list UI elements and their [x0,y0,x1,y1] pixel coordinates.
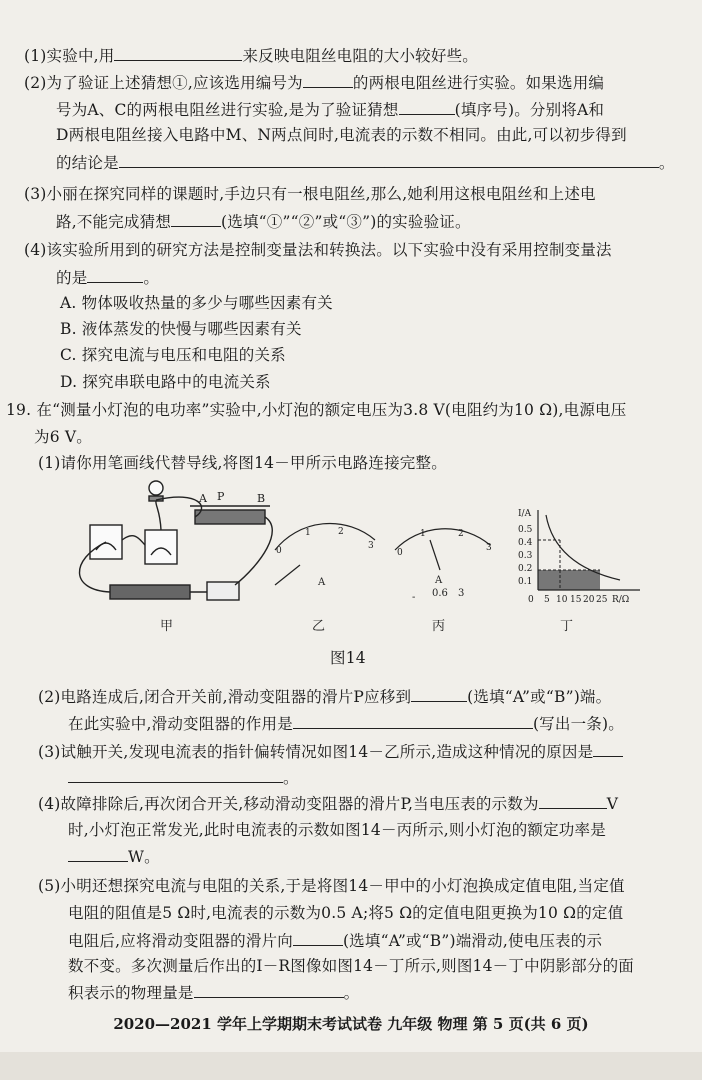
line-text: D. 探究串联电路中的电流关系 [60,373,271,391]
line-text-after: 的两根电阻丝进行实验。如果选用编 [352,74,605,92]
line-text: 数不变。多次测量后作出的I－R图像如图14－丁所示,则图14－丁中阴影部分的面 [68,957,634,975]
text-line [38,793,618,814]
figure-caption: 图14 [330,649,366,667]
bing-tick-2: 2 [458,529,464,539]
line-text: D两根电阻丝接入电路中M、N两点间时,电流表的示数不相同。由此,可以初步得到 [56,126,627,144]
text-line [34,427,92,447]
page-footer: 2020—2021 学年上学期期末考试试卷 九年级 物理 第 5 页(共 6 页) [113,1015,589,1033]
ding-xtick-10: 10 [556,595,568,605]
line-text: 的结论是 [56,154,119,172]
line-text-after: (写出一条)。 [532,715,624,733]
rheostat-a: A [199,492,207,505]
page-edge [0,1052,702,1080]
figure-14 [60,470,660,650]
ding-ytick-1: 0.1 [518,577,533,587]
ding-xtick-15: 15 [570,595,582,605]
answer-blank[interactable] [593,741,623,757]
bing-tick-3: 3 [486,543,492,553]
yi-tick-3: 3 [368,541,374,551]
line-text: 电阻的阻值是5 Ω时,电流表的示数为0.5 A;将5 Ω的定值电阻更换为10 Ω的定值 [68,904,624,922]
line-text-after: (填序号)。分别将A和 [454,101,605,119]
rheostat-p: P [217,490,225,503]
line-text: 电阻后,应将滑动变阻器的滑片向 [68,932,293,950]
text-line [60,372,271,392]
answer-blank[interactable] [411,686,467,702]
text-line [56,267,159,288]
line-text-after: W。 [128,848,160,866]
line-text: (3)小丽在探究同样的课题时,手边只有一根电阻丝,那么,她利用这根电阻丝和上述电 [24,185,596,203]
answer-blank[interactable] [114,45,242,61]
text-line [38,876,625,896]
text-line [68,930,602,951]
text-line [68,982,359,1003]
ding-xtick-5: 5 [544,595,550,605]
yi-unit: A [318,577,326,588]
text-line [68,956,634,976]
line-text-after: V [606,795,619,813]
line-text: (1)请你用笔画线代替导线,将图14－甲所示电路连接完整。 [38,454,447,472]
text-line [38,686,611,707]
label-yi: 乙 [312,619,326,634]
bing-tick-1: 1 [420,529,426,539]
answer-blank[interactable] [194,982,344,998]
text-line [68,767,299,788]
line-text: 在此实验中,滑动变阻器的作用是 [68,715,293,733]
line-text: 为6 V。 [34,428,92,446]
answer-blank[interactable] [293,930,343,946]
bing-unit: A [435,575,443,586]
bing-terminal-3: 3 [458,588,465,599]
line-text-after: 。 [283,769,299,787]
answer-blank[interactable] [68,846,128,862]
answer-blank[interactable] [119,152,659,168]
ding-xtick-25: 25 [596,595,608,605]
ding-ytick-3: 0.3 [518,551,533,561]
line-text: 时,小灯泡正常发光,此时电流表的示数如图14－丙所示,则小灯泡的额定功率是 [68,821,606,839]
line-text: (4)故障排除后,再次闭合开关,移动滑动变阻器的滑片P,当电压表的示数为 [38,795,539,813]
line-text: 积表示的物理量是 [68,984,194,1002]
ding-xlabel: R/Ω [612,595,630,605]
text-line [24,184,596,204]
yi-tick-0: 0 [276,546,282,556]
text-line [56,125,627,145]
answer-blank[interactable] [303,72,353,88]
text-line [68,903,623,923]
line-text: (2)电路连成后,闭合开关前,滑动变阻器的滑片P应移到 [38,688,412,706]
line-text: (5)小明还想探究电流与电阻的关系,于是将图14－甲中的小灯泡换成定值电阻,当定值 [38,877,625,895]
answer-blank[interactable] [68,767,283,783]
line-text: 19. 在“测量小灯泡的电功率”实验中,小灯泡的额定电压为3.8 V(电阻约为10 Ω),电源电压 [6,401,627,419]
ding-xtick-0: 0 [528,595,534,605]
ammeter-bing [395,529,490,570]
ding-xtick-20: 20 [583,595,595,605]
line-text-after: 。 [343,984,360,1002]
line-text: 号为A、C的两根电阻丝进行实验,是为了验证猜想 [56,101,399,119]
i-r-graph [538,510,640,590]
line-text: 路,不能完成猜想 [56,213,172,231]
text-line [38,741,623,762]
line-text: B. 液体蒸发的快慢与哪些因素有关 [60,320,302,338]
bing-tick-0: 0 [397,548,403,558]
text-line [68,713,624,734]
line-text-after: 来反映电阻丝电阻的大小较好些。 [242,47,478,65]
text-line [6,400,626,420]
label-jia: 甲 [160,619,174,634]
line-text: (4)该实验所用到的研究方法是控制变量法和转换法。以下实验中没有采用控制变量法 [24,241,612,259]
answer-blank[interactable] [293,713,533,729]
text-line [60,319,302,339]
text-line [56,211,471,232]
label-bing: 丙 [432,619,446,634]
line-text: 的是 [56,269,88,287]
ding-ylabel: I/A [518,509,532,519]
text-line [56,99,604,120]
answer-blank[interactable] [87,267,143,283]
ammeter-yi [275,523,375,585]
ding-ytick-4: 0.4 [518,538,533,548]
text-line [68,820,606,840]
answer-blank[interactable] [171,211,221,227]
yi-tick-2: 2 [338,527,344,537]
yi-tick-1: 1 [305,528,311,538]
line-text: A. 物体吸收热量的多少与哪些因素有关 [60,294,333,312]
text-line [60,293,333,313]
circuit-diagram [79,481,272,600]
text-line [68,846,160,867]
answer-blank[interactable] [399,99,455,115]
line-text-after: (选填“A”或“B”)端。 [467,688,612,706]
text-line [56,152,675,173]
line-text: (1)实验中,用 [24,47,115,65]
answer-blank[interactable] [539,793,607,809]
text-line [24,45,478,66]
text-line [24,240,612,260]
line-text: C. 探究电流与电压和电阻的关系 [60,346,286,364]
text-line [24,72,604,93]
text-line [60,345,286,365]
bing-terminal-neg: - [412,592,416,603]
ding-ytick-5: 0.5 [518,525,533,535]
bing-terminal-06: 0.6 [432,588,448,599]
label-ding: 丁 [560,619,574,634]
rheostat-b: B [257,492,266,505]
line-text: (2)为了验证上述猜想①,应该选用编号为 [24,74,303,92]
line-text-after: 。 [143,269,160,287]
ding-ytick-2: 0.2 [518,564,533,574]
line-text-after: (选填“①”“②”或“③”)的实验验证。 [221,213,471,231]
line-text-after: 。 [658,154,675,172]
line-text: (3)试触开关,发现电流表的指针偏转情况如图14－乙所示,造成这种情况的原因是 [38,743,594,761]
line-text-after: (选填“A”或“B”)端滑动,使电压表的示 [342,932,603,950]
